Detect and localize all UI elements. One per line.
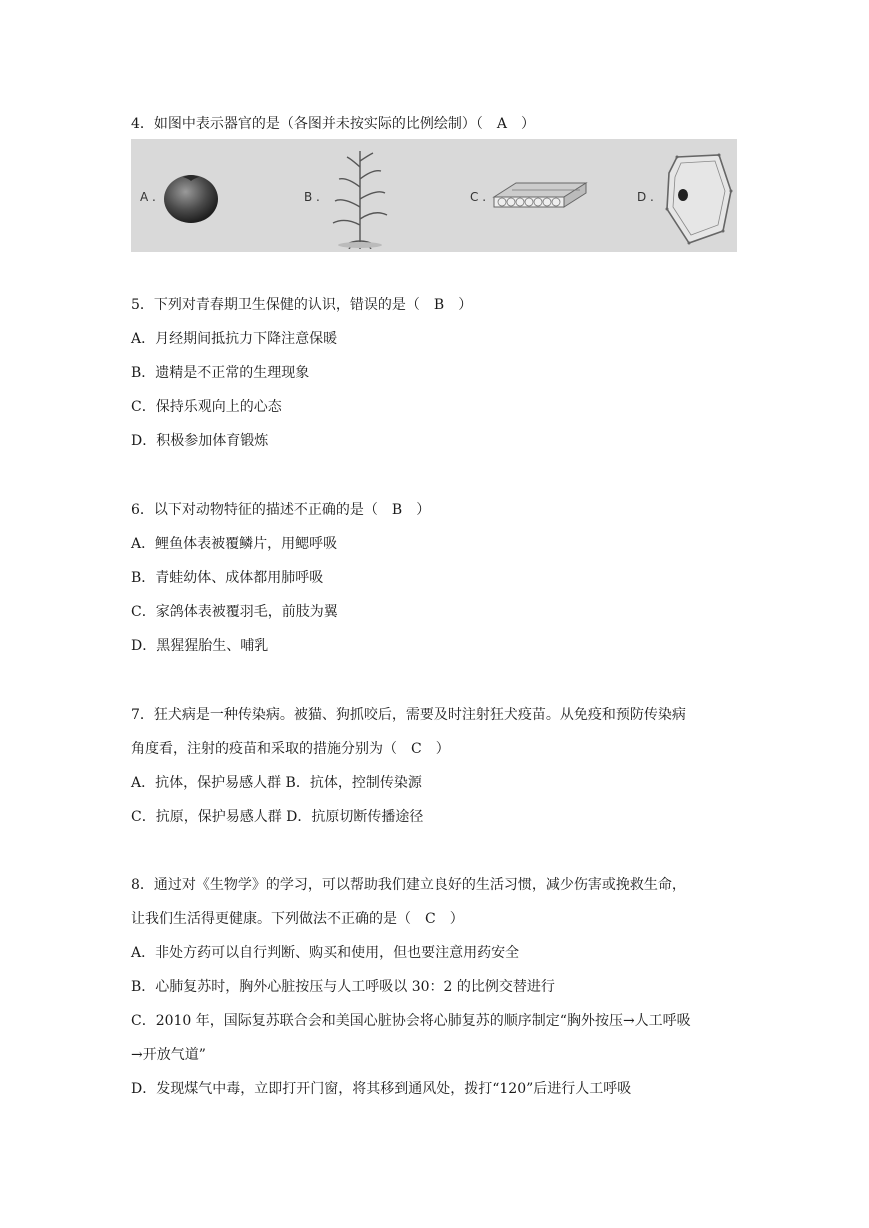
question-5-option-d: D．积极参加体育锻炼 <box>131 433 269 449</box>
plant-cell-icon <box>663 153 735 245</box>
question-6-option-a: A．鲤鱼体表被覆鳞片，用鳃呼吸 <box>131 536 338 552</box>
question-4-stem: 4．如图中表示器官的是（各图并未按实际的比例绘制）（ A ） <box>131 116 536 132</box>
question-5-option-c: C．保持乐观向上的心态 <box>131 399 282 415</box>
question-5-option-b: B．遗精是不正常的生理现象 <box>131 365 310 381</box>
corn-plant-icon <box>325 145 395 249</box>
tomato-icon <box>161 169 221 225</box>
tissue-layer-icon <box>492 177 588 215</box>
figure-label-a: A . <box>140 190 156 204</box>
question-4-figure <box>131 139 737 252</box>
question-8-stem-line-1: 8．通过对《生物学》的学习，可以帮助我们建立良好的生活习惯，减少伤害或挽救生命， <box>131 877 686 893</box>
question-5-stem: 5．下列对青春期卫生保健的认识，错误的是（ B ） <box>131 297 473 313</box>
question-8-option-d: D．发现煤气中毒，立即打开门窗，将其移到通风处，拨打“120”后进行人工呼吸 <box>131 1081 632 1097</box>
figure-option-b <box>301 139 431 252</box>
question-8-option-a: A．非处方药可以自行判断、购买和使用，但也要注意用药安全 <box>131 945 520 961</box>
question-8-stem-line-2: 让我们生活得更健康。下列做法不正确的是（ C ） <box>131 911 464 927</box>
figure-option-c <box>466 139 596 252</box>
question-6-option-d: D．黑猩猩胎生、哺乳 <box>131 638 269 654</box>
question-7-options-cd: C．抗原，保护易感人群 D．抗原切断传播途径 <box>131 809 424 825</box>
question-6-option-b: B．青蛙幼体、成体都用肺呼吸 <box>131 570 324 586</box>
figure-label-d: D . <box>637 190 654 204</box>
question-6-option-c: C．家鸽体表被覆羽毛，前肢为翼 <box>131 604 338 620</box>
figure-option-d <box>631 139 737 252</box>
question-7-stem-line-2: 角度看，注射的疫苗和采取的措施分别为（ C ） <box>131 741 450 757</box>
question-8-option-c: C．2010 年，国际复苏联合会和美国心脏协会将心肺复苏的顺序制定“胸外按压→人工呼吸 <box>131 1013 691 1029</box>
question-8-option-b: B．心肺复苏时，胸外心脏按压与人工呼吸以 30：2 的比例交替进行 <box>131 979 555 995</box>
question-5-option-a: A．月经期间抵抗力下降注意保暖 <box>131 331 338 347</box>
figure-label-b: B . <box>304 190 320 204</box>
figure-option-a <box>131 139 281 252</box>
figure-label-c: C . <box>470 190 487 204</box>
question-7-stem-line-1: 7．狂犬病是一种传染病。被猫、狗抓咬后，需要及时注射狂犬疫苗。从免疫和预防传染病 <box>131 707 686 723</box>
question-6-stem: 6．以下对动物特征的描述不正确的是（ B ） <box>131 502 431 518</box>
question-8-option-c-continued: →开放气道” <box>131 1047 206 1063</box>
question-7-options-ab: A．抗体，保护易感人群 B．抗体，控制传染源 <box>131 775 422 791</box>
